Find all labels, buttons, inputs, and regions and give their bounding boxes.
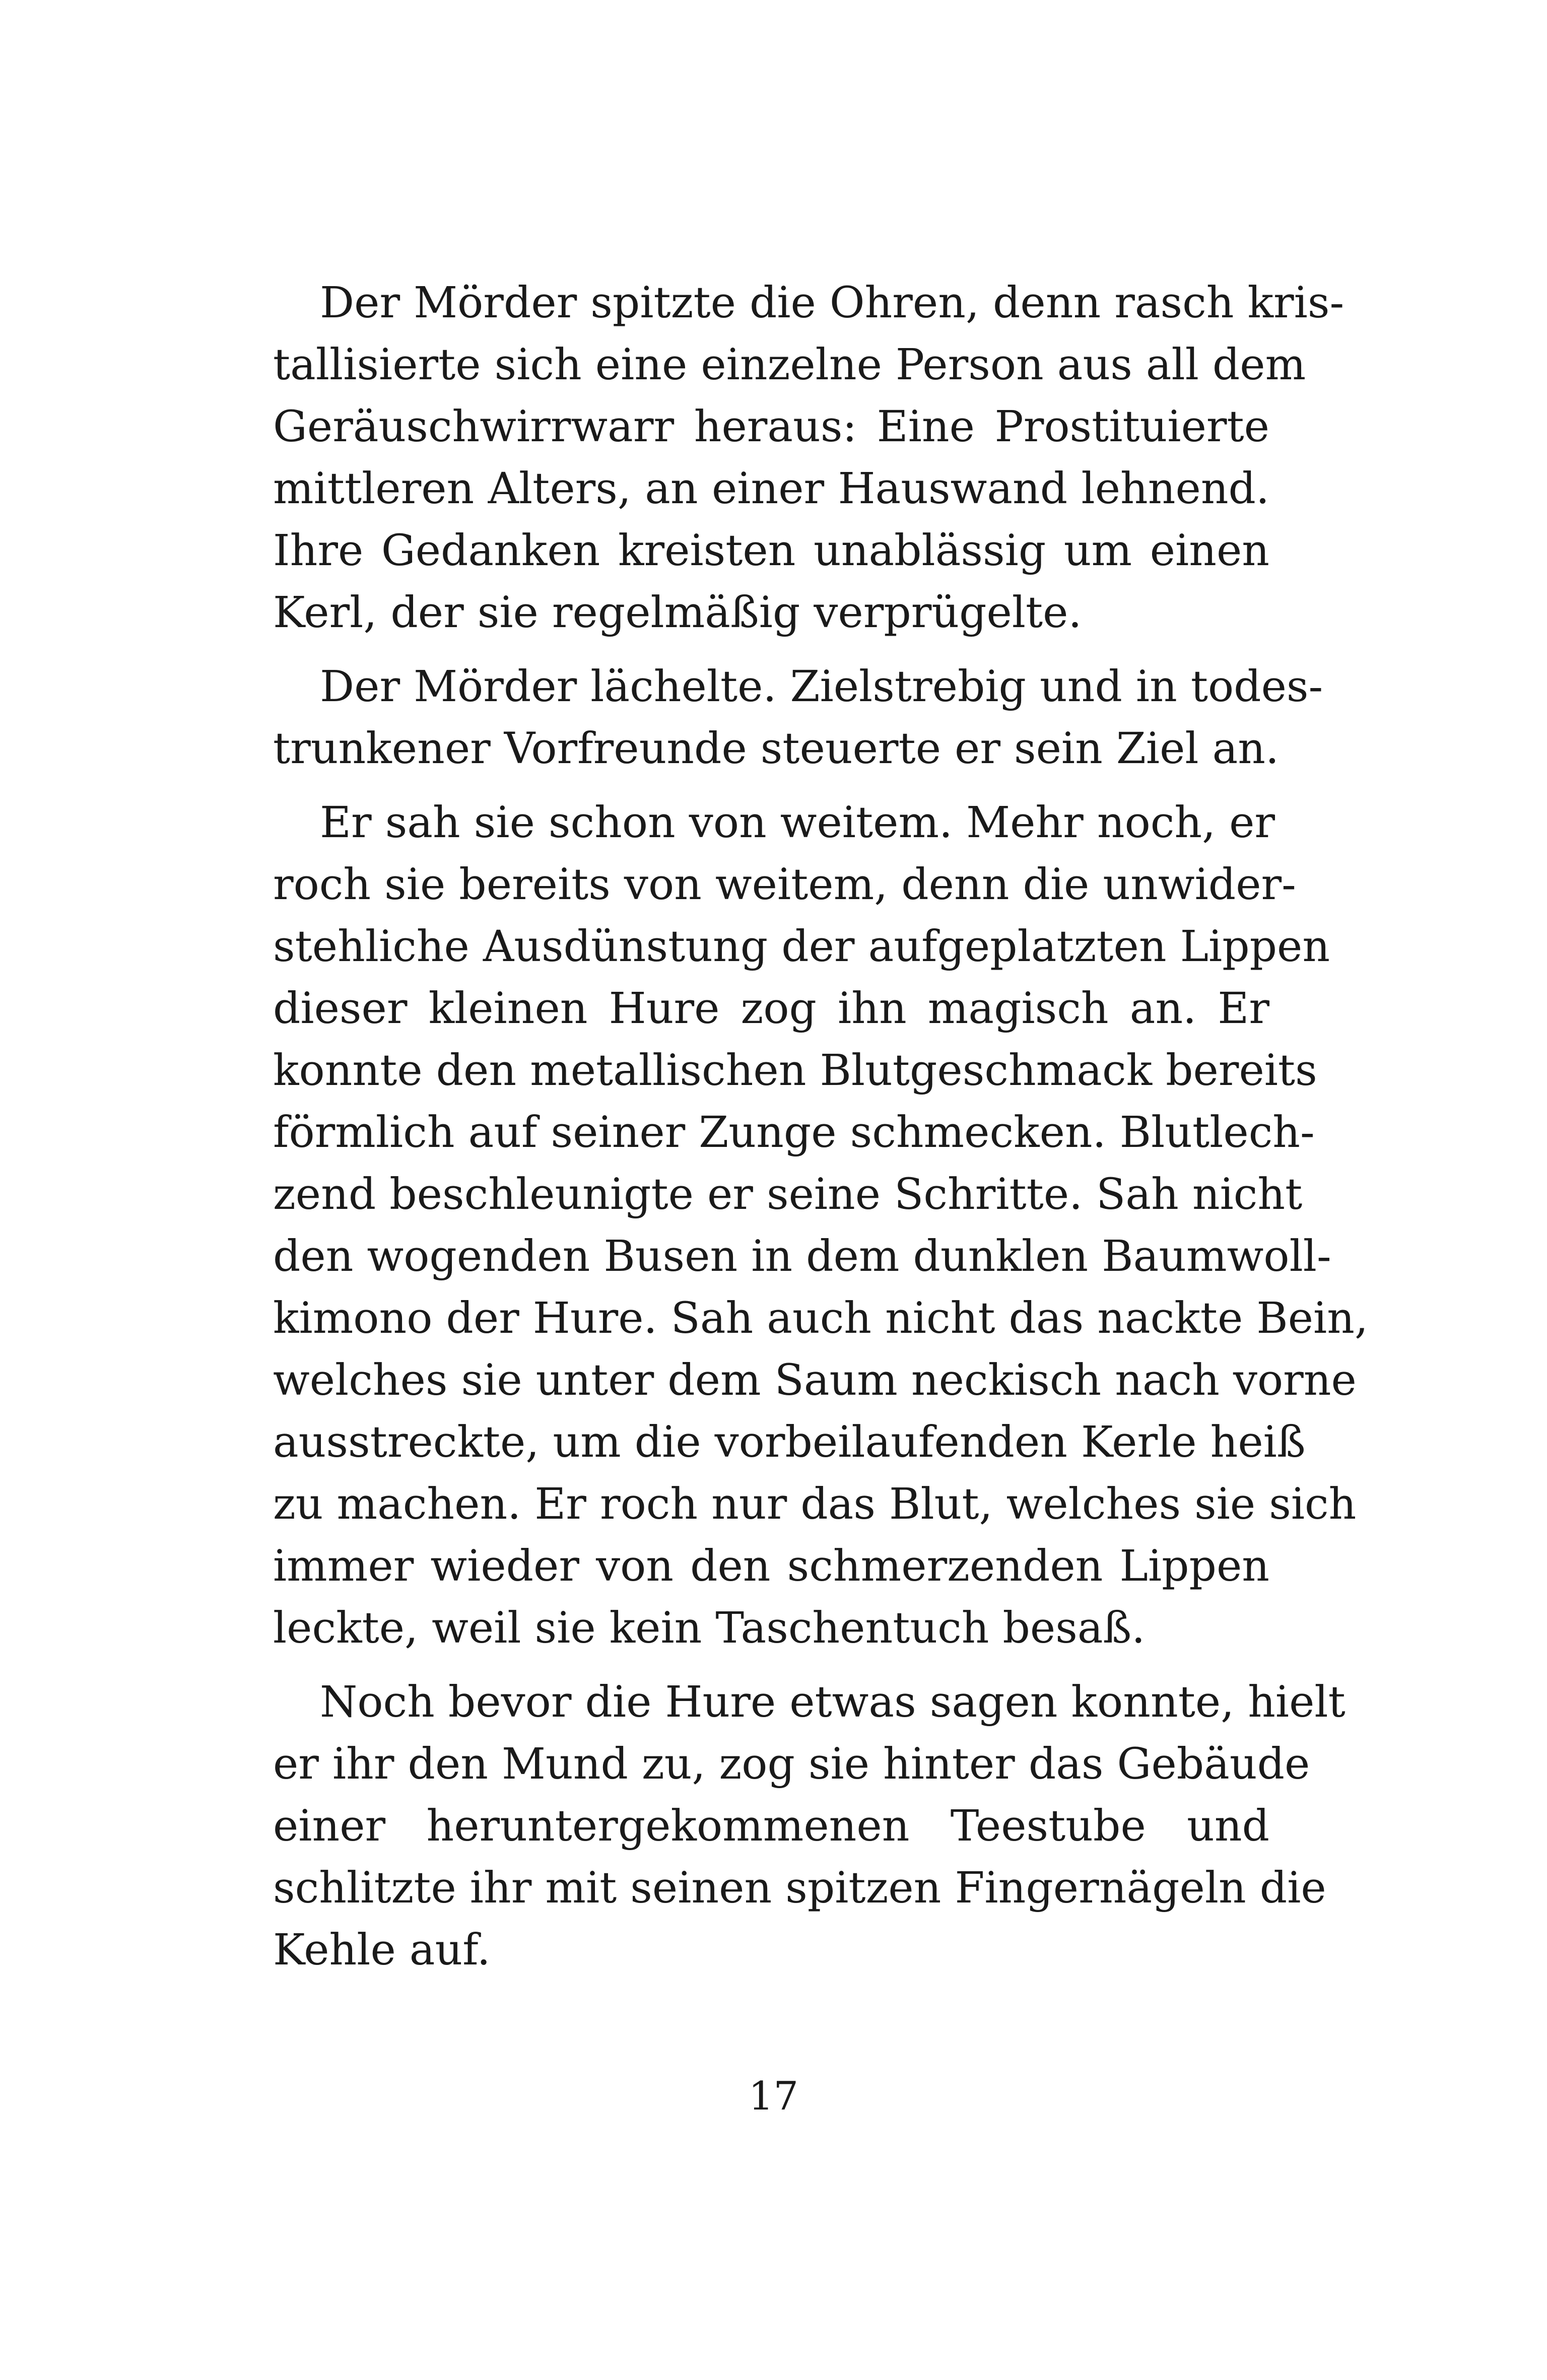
text-line: leckte, weil sie kein Taschentuch besaß.: [273, 1603, 1146, 1653]
text-line: schlitzte ihr mit seinen spitzen Fingernägeln die: [273, 1863, 1326, 1913]
page-number: 17: [748, 2074, 799, 2119]
text-line: er ihr den Mund zu, zog sie hinter das Gebäude: [273, 1739, 1310, 1789]
text-line: Ihre Gedanken kreisten unablässig um einen: [273, 526, 1269, 576]
paragraph-3: [273, 792, 1368, 1659]
paragraph-1: [273, 272, 1344, 644]
text-line: ausstreckte, um die vorbeilaufenden Kerle heiß: [273, 1417, 1306, 1467]
body-text: [273, 272, 1368, 1993]
text-line: stehliche Ausdünstung der aufgeplatzten Lippen: [273, 922, 1330, 972]
text-line: mittleren Alters, an einer Hauswand lehnend.: [273, 464, 1269, 514]
paragraph-2: [273, 656, 1323, 780]
text-line: förmlich auf seiner Zunge schmecken. Blutlech-: [273, 1108, 1315, 1158]
text-line: Noch bevor die Hure etwas sagen konnte, hielt: [320, 1677, 1346, 1727]
text-line: zend beschleunigte er seine Schritte. Sah nicht: [273, 1170, 1303, 1219]
paragraph-4: [273, 1671, 1346, 1981]
text-line: Der Mörder spitzte die Ohren, denn rasch kris-: [320, 278, 1344, 328]
text-line: dieser kleinen Hure zog ihn magisch an. Er: [273, 984, 1269, 1034]
text-line: einer heruntergekommenen Teestube und: [273, 1801, 1269, 1851]
text-line: den wogenden Busen in dem dunklen Baumwoll-: [273, 1232, 1331, 1281]
text-line: Er sah sie schon von weitem. Mehr noch, er: [320, 798, 1275, 848]
text-line: tallisierte sich eine einzelne Person aus all dem: [273, 340, 1306, 390]
text-line: roch sie bereits von weitem, denn die unwider-: [273, 860, 1296, 910]
text-line: konnte den metallischen Blutgeschmack bereits: [273, 1046, 1317, 1096]
text-line: trunkener Vorfreunde steuerte er sein Ziel an.: [273, 724, 1280, 774]
text-line: zu machen. Er roch nur das Blut, welches sie sich: [273, 1479, 1357, 1529]
text-line: Kerl, der sie regelmäßig verprügelte.: [273, 588, 1082, 638]
text-line: immer wieder von den schmerzenden Lippen: [273, 1541, 1269, 1591]
text-line: kimono der Hure. Sah auch nicht das nackte Bein,: [273, 1294, 1368, 1343]
text-line: Kehle auf.: [273, 1925, 491, 1975]
text-line: welches sie unter dem Saum neckisch nach vorne: [273, 1355, 1357, 1405]
text-line: Der Mörder lächelte. Zielstrebig und in todes-: [320, 662, 1323, 712]
text-line: Geräuschwirrwarr heraus: Eine Prostituierte: [273, 402, 1269, 452]
